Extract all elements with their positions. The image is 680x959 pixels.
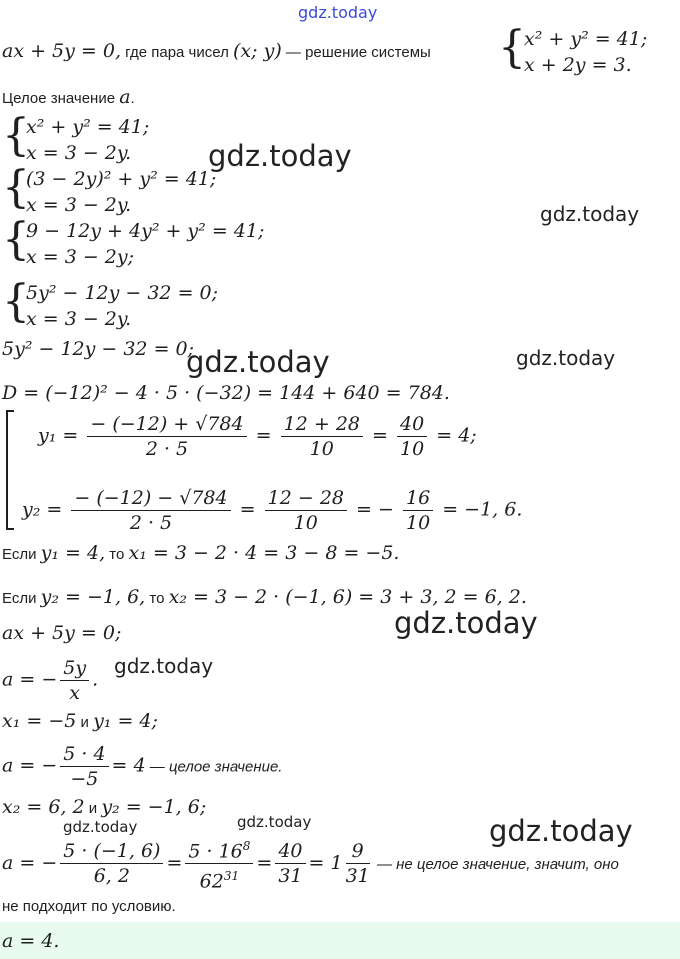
pair-and: и [84,800,102,817]
fraction-denominator: 6, 2 [93,865,130,888]
y2-result: = −1, 6. [442,498,523,521]
system-4-line-1: 5y² − 12y − 32 = 0; [26,282,219,304]
equals: = [372,424,388,447]
equals: = [239,498,256,521]
watermark: gdz.today [237,813,312,831]
equals: = − [356,498,394,521]
fraction [346,839,370,888]
case-2 [2,586,527,610]
fraction-denominator: 2 · 5 [145,438,189,460]
fraction [71,486,230,535]
fraction-numerator: − (−12) − √784 [71,486,230,511]
y2-label: y₂ = [22,498,63,521]
watermark: gdz.today [489,814,633,848]
fraction-numerator: 9 [346,839,370,864]
watermark: gdz.today [394,606,538,640]
fraction [265,486,347,535]
roots-bracket [6,410,14,530]
task-text-tail: — решение системы [281,44,431,61]
fraction-denominator: 31 [345,865,370,888]
fraction [397,412,427,461]
system-3-line-2: x = 3 − 2y; [26,246,135,268]
fraction [60,742,108,791]
fraction-denominator: 31 [278,865,303,888]
system-brace: { [498,22,526,73]
equals: = 1 [308,851,343,874]
case-1 [2,542,399,566]
goal-dot: . [130,90,135,107]
root-y2 [22,486,522,535]
fraction-numerator: 5 · 4 [60,742,108,767]
task-system-line-1: x² + y² = 41; [524,28,648,50]
fraction-numerator: 12 + 28 [281,412,363,437]
a-formula [2,656,98,705]
y1-label: y₁ = [38,424,79,447]
case-text: Если [2,590,41,607]
system-brace: { [2,162,30,213]
case-x: x₁ = 3 − 2 · 4 = 3 − 8 = −5. [128,542,400,564]
watermark: gdz.today [63,818,138,836]
system-2-line-2: x = 3 − 2y. [26,194,132,216]
pair-2 [2,796,206,820]
task-system-line-2: x + 2y = 3. [524,54,632,76]
fraction-denominator: x [69,682,81,704]
discriminant: D = (−12)² − 4 · 5 · (−32) = 144 + 640 = 784. [2,382,450,404]
a-note: — целое значение. [145,758,283,776]
a-lhs: a = − [2,754,58,777]
case-text: то [145,590,169,607]
task-statement [2,40,431,64]
fraction [87,412,246,461]
equals: = [166,851,183,874]
a-value-1 [2,742,282,791]
watermark: gdz.today [540,202,640,226]
a-result: = 4 [111,754,146,777]
system-4-line-2: x = 3 − 2y. [26,308,132,330]
pair-1 [2,710,158,734]
case-text: то [105,546,129,563]
linear-equation: ax + 5y = 0; [2,622,122,644]
task-equation: ax + 5y = 0, [2,40,121,62]
fraction-denominator: 10 [309,438,334,460]
fraction-numerator: 40 [275,839,305,864]
watermark-top: gdz.today [298,3,378,22]
watermark: gdz.today [114,654,214,678]
answer-box [0,922,680,959]
watermark: gdz.today [516,346,616,370]
fraction-numerator: − (−12) + √784 [87,412,246,437]
system-brace: { [2,214,30,265]
case-y: y₂ = −1, 6, [40,586,146,608]
case-text: Если [2,546,41,563]
fraction [403,486,433,535]
goal-text: Целое значение [2,90,120,107]
goal-var: a [119,86,131,108]
fraction-denominator: 10 [405,512,431,534]
reduced-numerator: 8 [242,839,251,853]
a-dot: . [92,668,99,691]
fraction-numerator: 12 − 28 [265,486,347,511]
a-value-2 [2,834,619,894]
system-1-line-1: x² + y² = 41; [26,116,150,138]
fraction-denominator: 10 [400,438,425,460]
case-x: x₂ = 3 − 2 · (−1, 6) = 3 + 3, 2 = 6, 2. [168,586,527,608]
fraction [60,839,163,888]
pair-y: y₂ = −1, 6; [101,796,207,818]
fraction-denominator: −5 [70,768,99,790]
pair-and: и [76,714,94,731]
a-note: — не целое значение, значит, оно [372,855,619,873]
system-2-line-1: (3 − 2y)² + y² = 41; [26,168,217,190]
pair-x: x₁ = −5 [2,710,77,732]
root-y1 [38,412,477,461]
fraction-numerator: 40 [397,412,427,437]
answer: a = 4. [2,930,60,952]
fraction [281,412,363,461]
fraction-numerator: 5 · (−1, 6) [60,839,163,864]
fraction [60,656,89,705]
fraction-denominator: 10 [293,512,318,534]
y1-result: = 4; [436,424,477,447]
a-lhs: a = − [2,851,58,874]
task-goal [2,86,135,110]
fraction [185,834,253,894]
reduced-denominator: 31 [223,869,240,884]
fraction-denominator: 2 · 5 [129,512,173,534]
pair-y: y₁ = 4; [93,710,158,732]
task-pair: (x; y) [233,40,282,62]
numerator-text: 5 · 16 [188,840,243,863]
system-3-line-1: 9 − 12y + 4y² + y² = 41; [26,220,265,242]
system-1-line-2: x = 3 − 2y. [26,142,132,164]
equals: = [256,851,273,874]
system-brace: { [2,276,30,327]
denominator-text: 62 [199,870,224,893]
fraction-denominator [185,864,253,893]
a-note-continued: не подходит по условию. [2,898,176,915]
watermark: gdz.today [208,139,352,173]
fraction-numerator: 5y [60,656,89,681]
quadratic-equation: 5y² − 12y − 32 = 0; [2,338,195,360]
system-brace: { [2,110,30,161]
task-text: где пара чисел [121,44,234,61]
a-lhs: a = − [2,668,58,691]
fraction-numerator [185,834,253,864]
watermark: gdz.today [186,345,330,379]
fraction [275,839,305,888]
equals: = [255,424,272,447]
case-y: y₁ = 4, [40,542,106,564]
pair-x: x₂ = 6, 2 [2,796,85,818]
fraction-numerator: 16 [403,486,433,511]
